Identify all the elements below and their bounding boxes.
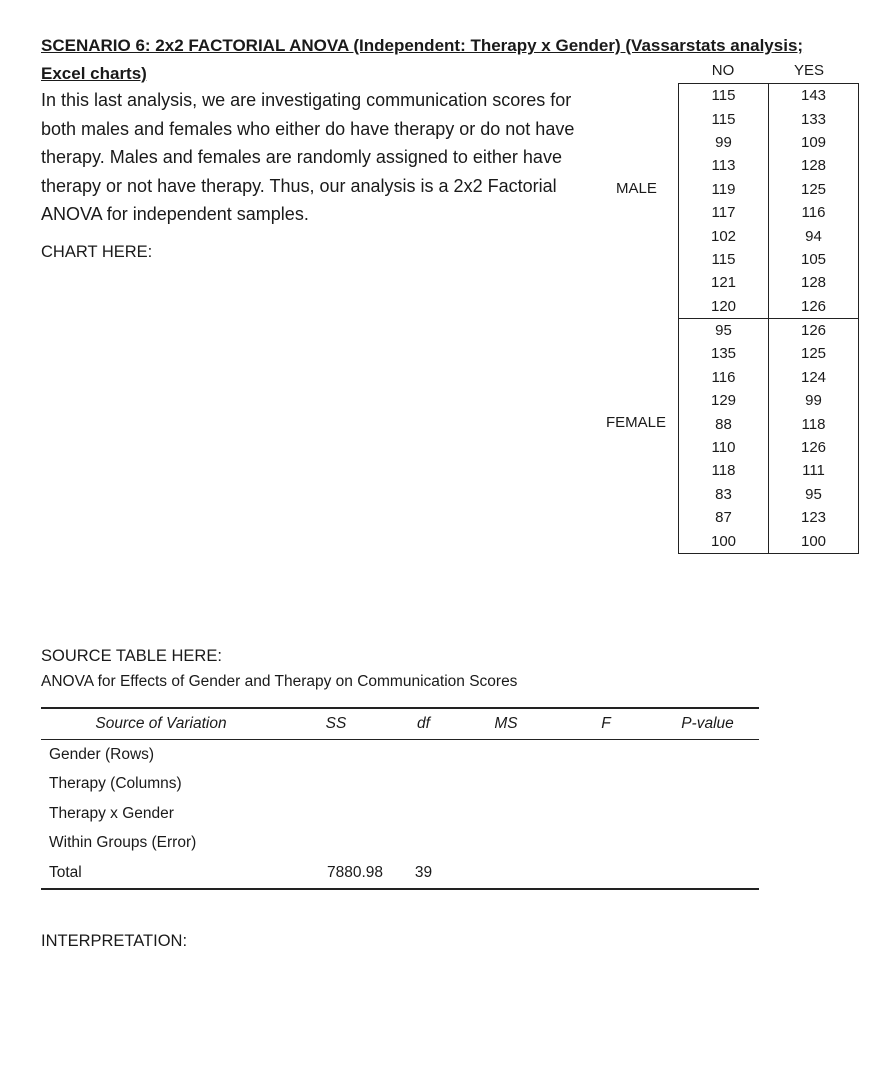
score-cell-no: 117 bbox=[679, 201, 769, 224]
title-line-1: SCENARIO 6: 2x2 FACTORIAL ANOVA (Independent: Therapy x Gender) (Vassarstats analysis; bbox=[41, 36, 804, 55]
score-cell-no: 129 bbox=[679, 389, 769, 412]
score-cell-yes: 126 bbox=[769, 318, 859, 342]
score-cell-no: 99 bbox=[679, 131, 769, 154]
chart-placeholder: CHART HERE: bbox=[41, 243, 153, 261]
score-cell-yes: 111 bbox=[769, 459, 859, 482]
score-cell-yes: 118 bbox=[769, 412, 859, 435]
data-row bbox=[679, 248, 859, 271]
data-row bbox=[679, 178, 859, 201]
ms-cell bbox=[456, 799, 556, 829]
score-cell-no: 120 bbox=[679, 295, 769, 319]
data-row bbox=[679, 366, 859, 389]
score-cell-yes: 94 bbox=[769, 224, 859, 247]
score-cell-no: 115 bbox=[679, 107, 769, 130]
score-cell-yes: 125 bbox=[769, 178, 859, 201]
data-row bbox=[679, 84, 859, 108]
score-cell-no: 88 bbox=[679, 412, 769, 435]
score-cell-no: 118 bbox=[679, 459, 769, 482]
data-row bbox=[679, 412, 859, 435]
score-cell-yes: 95 bbox=[769, 483, 859, 506]
column-header-no: NO bbox=[711, 62, 735, 79]
data-row bbox=[679, 201, 859, 224]
score-cell-no: 115 bbox=[679, 84, 769, 108]
p-cell bbox=[656, 799, 759, 829]
score-cell-yes: 126 bbox=[769, 295, 859, 319]
ms-cell bbox=[456, 858, 556, 889]
header-f: F bbox=[556, 708, 656, 740]
data-row bbox=[679, 154, 859, 177]
df-cell bbox=[391, 770, 456, 800]
score-cell-no: 119 bbox=[679, 178, 769, 201]
anova-header-row bbox=[41, 708, 759, 740]
intro-paragraph: In this last analysis, we are investigating communication scores for both males and females who either do have therapy or do not have therapy. Males and females are randomly assigned to either have therapy or not have therapy. Thus, our analysis is a 2x2 Factorial ANOVA for independent samples. bbox=[41, 90, 575, 224]
data-row bbox=[679, 107, 859, 130]
anova-source-table bbox=[41, 707, 759, 890]
score-cell-yes: 125 bbox=[769, 342, 859, 365]
ss-cell bbox=[281, 829, 391, 859]
ss-cell bbox=[281, 770, 391, 800]
column-header-yes: YES bbox=[793, 62, 824, 79]
anova-row-gender bbox=[41, 740, 759, 770]
group-label-male: MALE bbox=[616, 180, 657, 197]
f-cell bbox=[556, 740, 656, 770]
score-cell-yes: 128 bbox=[769, 271, 859, 294]
interpretation-heading: INTERPRETATION: bbox=[41, 932, 188, 950]
data-row bbox=[679, 224, 859, 247]
data-row bbox=[679, 271, 859, 294]
f-cell bbox=[556, 858, 656, 889]
data-row bbox=[679, 436, 859, 459]
score-cell-yes: 100 bbox=[769, 529, 859, 553]
ss-cell bbox=[281, 799, 391, 829]
anova-row-therapy bbox=[41, 770, 759, 800]
score-cell-no: 115 bbox=[679, 248, 769, 271]
source-cell: Therapy x Gender bbox=[49, 804, 174, 822]
data-row bbox=[679, 295, 859, 319]
score-cell-yes: 99 bbox=[769, 389, 859, 412]
header-source: Source of Variation bbox=[41, 708, 281, 740]
ms-cell bbox=[456, 770, 556, 800]
header-ms: MS bbox=[456, 708, 556, 740]
p-cell bbox=[656, 740, 759, 770]
raw-data-table bbox=[678, 83, 859, 554]
data-row bbox=[679, 529, 859, 553]
df-cell bbox=[391, 740, 456, 770]
score-cell-yes: 126 bbox=[769, 436, 859, 459]
anova-row-total bbox=[41, 858, 759, 889]
score-cell-no: 135 bbox=[679, 342, 769, 365]
score-cell-no: 113 bbox=[679, 154, 769, 177]
score-cell-no: 83 bbox=[679, 483, 769, 506]
group-label-female: FEMALE bbox=[606, 414, 667, 431]
ms-cell bbox=[456, 829, 556, 859]
anova-row-within bbox=[41, 829, 759, 859]
source-cell: Therapy (Columns) bbox=[49, 775, 182, 793]
f-cell bbox=[556, 799, 656, 829]
df-cell bbox=[391, 799, 456, 829]
ss-cell: 7880.98 bbox=[281, 858, 391, 889]
score-cell-yes: 133 bbox=[769, 107, 859, 130]
score-cell-yes: 143 bbox=[769, 84, 859, 108]
score-cell-no: 100 bbox=[679, 529, 769, 553]
score-cell-yes: 124 bbox=[769, 366, 859, 389]
source-cell: Within Groups (Error) bbox=[49, 834, 197, 852]
p-cell bbox=[656, 829, 759, 859]
scenario-title bbox=[41, 32, 871, 88]
score-cell-no: 95 bbox=[679, 318, 769, 342]
source-cell: Total bbox=[41, 858, 281, 889]
header-p-value: P-value bbox=[656, 708, 759, 740]
ms-cell bbox=[456, 740, 556, 770]
score-cell-yes: 123 bbox=[769, 506, 859, 529]
title-line-2: Excel charts) bbox=[41, 64, 147, 83]
f-cell bbox=[556, 770, 656, 800]
score-cell-yes: 128 bbox=[769, 154, 859, 177]
score-cell-yes: 116 bbox=[769, 201, 859, 224]
f-cell bbox=[556, 829, 656, 859]
score-cell-yes: 109 bbox=[769, 131, 859, 154]
anova-caption: ANOVA for Effects of Gender and Therapy on Communication Scores bbox=[41, 673, 518, 690]
score-cell-no: 87 bbox=[679, 506, 769, 529]
score-cell-no: 121 bbox=[679, 271, 769, 294]
p-cell bbox=[656, 858, 759, 889]
data-row bbox=[679, 483, 859, 506]
ss-cell bbox=[281, 740, 391, 770]
data-row bbox=[679, 389, 859, 412]
source-table-heading: SOURCE TABLE HERE: bbox=[41, 647, 222, 665]
score-cell-no: 102 bbox=[679, 224, 769, 247]
source-cell: Gender (Rows) bbox=[49, 745, 155, 763]
score-cell-no: 116 bbox=[679, 366, 769, 389]
data-row bbox=[679, 506, 859, 529]
df-cell bbox=[391, 829, 456, 859]
p-cell bbox=[656, 770, 759, 800]
score-cell-no: 110 bbox=[679, 436, 769, 459]
header-ss: SS bbox=[281, 708, 391, 740]
data-row bbox=[679, 131, 859, 154]
data-row bbox=[679, 318, 859, 342]
anova-row-interaction bbox=[41, 799, 759, 829]
score-cell-yes: 105 bbox=[769, 248, 859, 271]
data-row bbox=[679, 459, 859, 482]
header-df: df bbox=[391, 708, 456, 740]
data-row bbox=[679, 342, 859, 365]
df-cell: 39 bbox=[391, 858, 456, 889]
